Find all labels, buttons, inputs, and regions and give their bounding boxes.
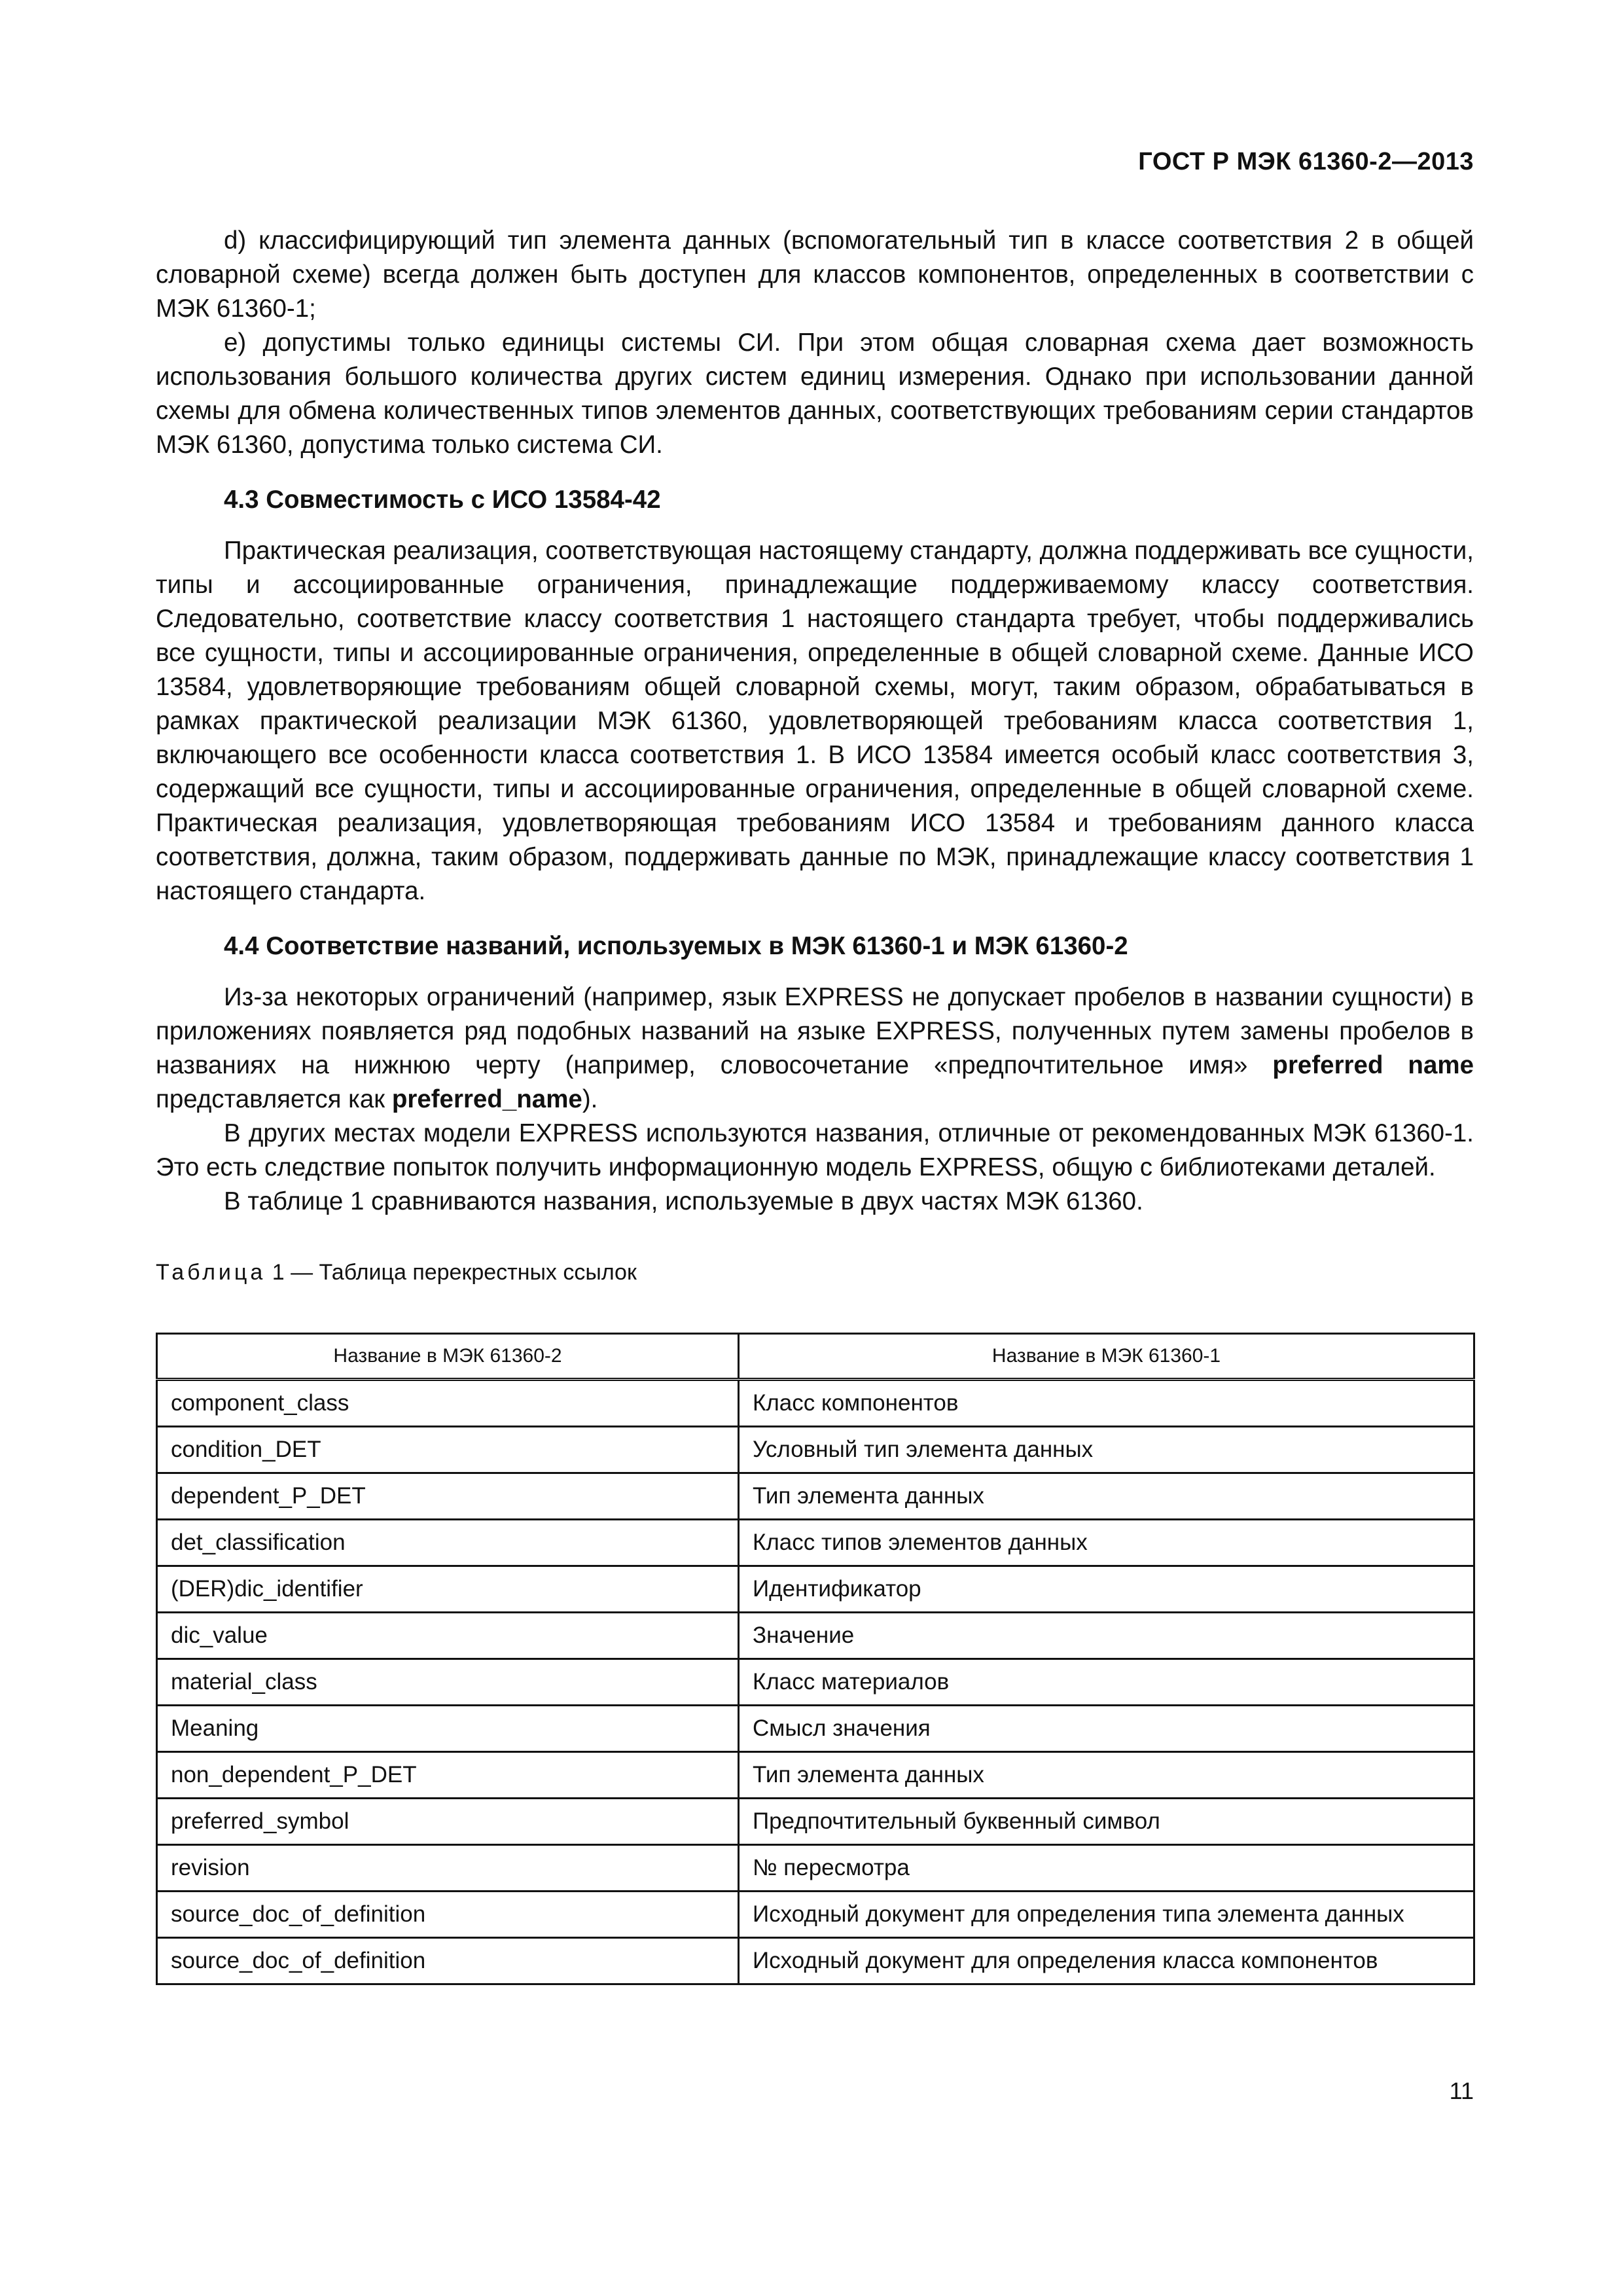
table-row (157, 1473, 1474, 1520)
cell-61360-1-name: № пересмотра (739, 1845, 1474, 1892)
cell-61360-2-name: component_class (157, 1380, 739, 1427)
cell-61360-1-name: Класс типов элементов данных (739, 1520, 1474, 1566)
cell-61360-2-name: (DER)dic_identifier (157, 1566, 739, 1613)
cell-61360-1-name: Идентификатор (739, 1566, 1474, 1613)
section-4-3-text: Практическая реализация, соответствующая настоящему стандарту, должна поддерживать все сущности, типы и ассоциированные ограничения, принадлежащие поддерживаемому классу соответствия. Следовательно, соответствие классу соответствия 1 настоящего стандарта требует, чтобы поддерживались все сущности, типы и ассоциированные ограничения, определенные в общей словарной схеме. Данные ИСО 13584, удовлетворяющие требованиям общей словарной схемы, могут, таким образом, обрабатываться в рамках практической реализации МЭК 61360, удовлетворяющей требованиям класса соответствия 1, включающего все особенности класса соответствия 1. В ИСО 13584 имеется особый класс соответствия 3, содержащий все сущности, типы и ассоциированные ограничения, определенные в общей словарной схеме. Практическая реализация, удовлетворяющая требованиям ИСО 13584 и требованиям данного класса соответствия, должна, таким образом, поддерживать данные по МЭК, принадлежащие классу соответствия 1 настоящего стандарта. (156, 537, 1474, 905)
cell-61360-1-name: Условный тип элемента данных (739, 1427, 1474, 1473)
cell-61360-1-name: Класс материалов (739, 1659, 1474, 1706)
table-row (157, 1566, 1474, 1613)
table-row (157, 1938, 1474, 1984)
cell-61360-2-name: preferred_symbol (157, 1799, 739, 1845)
p1-bold-preferred-name-underscore: preferred_name (391, 1085, 582, 1113)
list-item-e: e) допустимы только единицы системы СИ. При этом общая словарная схема дает возможность использования большого количества других систем единиц измерения. Однако при использовании данной схемы для обмена количественных типов элементов данных, соответствующих требованиям серии стандартов МЭК 61360, допустима только система СИ. (156, 329, 1474, 459)
cell-61360-2-name: dependent_P_DET (157, 1473, 739, 1520)
cell-61360-1-name: Значение (739, 1613, 1474, 1659)
table-row (157, 1752, 1474, 1799)
section-4-3-title: 4.3 Совместимость с ИСО 13584-42 (224, 486, 661, 514)
cell-61360-1-name: Исходный документ для определения типа элемента данных (739, 1892, 1474, 1938)
cell-61360-1-name: Тип элемента данных (739, 1473, 1474, 1520)
table-caption-word: Таблица (156, 1260, 266, 1285)
table-row (157, 1427, 1474, 1473)
p1-text-middle: представляется как (156, 1085, 392, 1113)
cell-61360-2-name: det_classification (157, 1520, 739, 1566)
section-4-4-paragraph-2: В других местах модели EXPRESS используются названия, отличные от рекомендованных МЭК 61360-1. Это есть следствие попыток получить информационную модель EXPRESS, общую с библиотеками деталей. (156, 1119, 1474, 1181)
cell-61360-1-name: Смысл значения (739, 1706, 1474, 1752)
table-row (157, 1613, 1474, 1659)
table-caption (156, 1258, 1474, 1287)
table-caption-title: 1 — Таблица перекрестных ссылок (266, 1260, 637, 1285)
section-4-4-paragraph-3: В таблице 1 сравниваются названия, используемые в двух частях МЭК 61360. (224, 1187, 1143, 1215)
cell-61360-2-name: source_doc_of_definition (157, 1938, 739, 1984)
cell-61360-1-name: Предпочтительный буквенный символ (739, 1799, 1474, 1845)
cross-reference-table (156, 1333, 1475, 1985)
table-row (157, 1892, 1474, 1938)
table-row (157, 1520, 1474, 1566)
list-item-d: d) классифицирующий тип элемента данных (вспомогательный тип в классе соответствия 2 в общей словарной схеме) всегда должен быть доступен для классов компонентов, определенных в соответствии с МЭК 61360-1; (156, 226, 1474, 323)
table-row (157, 1380, 1474, 1427)
table-row (157, 1706, 1474, 1752)
p1-bold-preferred-name: preferred name (1272, 1051, 1474, 1079)
column-header-61360-2: Название в МЭК 61360-2 (157, 1334, 739, 1380)
cell-61360-2-name: non_dependent_P_DET (157, 1752, 739, 1799)
cell-61360-1-name: Исходный документ для определения класса компонентов (739, 1938, 1474, 1984)
cell-61360-2-name: Meaning (157, 1706, 739, 1752)
p1-text-end: ). (582, 1085, 598, 1113)
column-header-61360-1: Название в МЭК 61360-1 (739, 1334, 1474, 1380)
table-row (157, 1845, 1474, 1892)
cell-61360-2-name: revision (157, 1845, 739, 1892)
cell-61360-2-name: dic_value (157, 1613, 739, 1659)
cell-61360-2-name: condition_DET (157, 1427, 739, 1473)
page-number: 11 (1449, 2077, 1474, 2104)
cell-61360-2-name: source_doc_of_definition (157, 1892, 739, 1938)
cell-61360-1-name: Тип элемента данных (739, 1752, 1474, 1799)
table-row (157, 1659, 1474, 1706)
cell-61360-1-name: Класс компонентов (739, 1380, 1474, 1427)
table-row (157, 1799, 1474, 1845)
table-header-row (157, 1334, 1474, 1380)
section-4-4-paragraph-1 (156, 980, 1474, 1117)
standard-header: ГОСТ Р МЭК 61360-2—2013 (1138, 148, 1474, 175)
cell-61360-2-name: material_class (157, 1659, 739, 1706)
p1-text-start: Из-за некоторых ограничений (например, язык EXPRESS не допускает пробелов в названии сущности) в приложениях появляется ряд подобных названий на языке EXPRESS, полученных путем замены пробелов в названиях на нижнюю черту (например, словосочетание «предпочтительное имя» (156, 983, 1474, 1079)
page-content (156, 224, 1474, 1985)
section-4-4-title: 4.4 Соответствие названий, используемых в МЭК 61360-1 и МЭК 61360-2 (224, 932, 1128, 960)
